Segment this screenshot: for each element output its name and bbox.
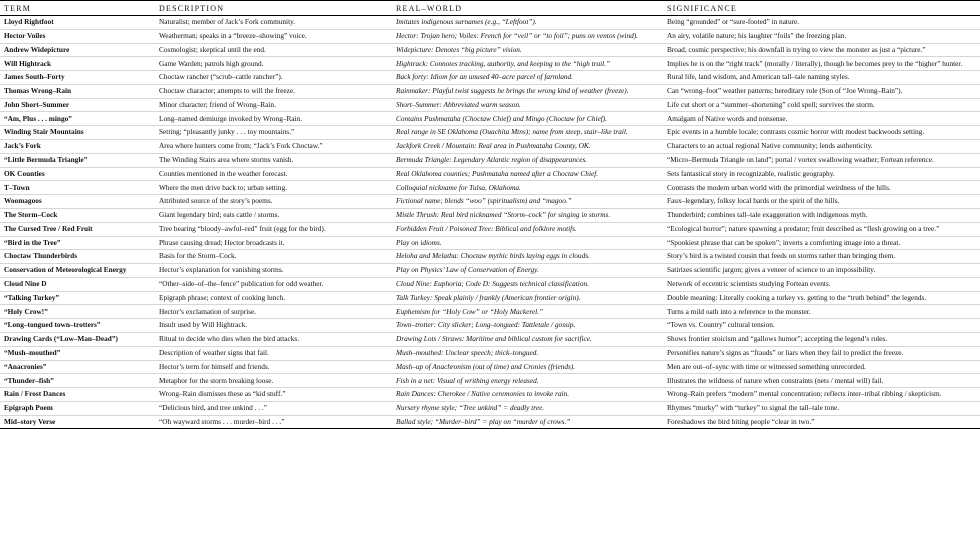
real-world-cell: Euphemism for “Holy Cow” or “Holy Mackerel.” xyxy=(392,305,663,319)
table-row xyxy=(0,208,980,222)
term-cell: “Holy Crow!” xyxy=(0,305,155,319)
significance-cell: Sets fantastical story in recognizable, realistic geography. xyxy=(663,167,980,181)
table-row xyxy=(0,250,980,264)
term-cell: James South–Forty xyxy=(0,71,155,85)
table-row xyxy=(0,43,980,57)
description-cell: “Oh wayward storms . . . murder–bird . . .” xyxy=(155,415,392,429)
description-cell: Hector’s term for himself and friends. xyxy=(155,360,392,374)
description-cell: Giant legendary bird; eats cattle / storms. xyxy=(155,208,392,222)
term-cell: “Little Bermuda Triangle” xyxy=(0,153,155,167)
table-row xyxy=(0,305,980,319)
table-row xyxy=(0,112,980,126)
description-cell: Metaphor for the storm breaking loose. xyxy=(155,374,392,388)
significance-cell: Broad, cosmic perspective; his downfall is trying to view the monster as just a “picture.” xyxy=(663,43,980,57)
term-cell: Lloyd Rightfoot xyxy=(0,16,155,30)
term-cell: Jack’s Fork xyxy=(0,140,155,154)
description-cell: Setting; “pleasantly junky . . . toy mountains.” xyxy=(155,126,392,140)
term-cell: “Am, Plus . . . mingo” xyxy=(0,112,155,126)
description-cell: Wrong–Rain dismisses these as “kid stuff.” xyxy=(155,388,392,402)
table-row xyxy=(0,236,980,250)
significance-cell: Amalgam of Native words and nonsense. xyxy=(663,112,980,126)
real-world-cell: Bermuda Triangle: Legendary Atlantic region of disappearances. xyxy=(392,153,663,167)
term-cell: “Anacronies” xyxy=(0,360,155,374)
term-cell: “Thunder–fish” xyxy=(0,374,155,388)
term-cell: OK Counties xyxy=(0,167,155,181)
term-cell: The Cursed Tree / Red Fruit xyxy=(0,222,155,236)
table-row xyxy=(0,98,980,112)
term-cell: Woomagoos xyxy=(0,195,155,209)
term-cell: Conservation of Meteorological Energy xyxy=(0,264,155,278)
term-cell: Drawing Cards (“Low–Man–Dead”) xyxy=(0,332,155,346)
real-world-cell: Fictional name; blends “woo” (spiritualism) and “magoo.” xyxy=(392,195,663,209)
description-cell: “Other–side–of–the–fence” publication for odd weather. xyxy=(155,277,392,291)
table-row xyxy=(0,332,980,346)
term-cell: Choctaw Thunderbirds xyxy=(0,250,155,264)
real-world-cell: Cloud Nine: Euphoria; Code D: Suggests technical classification. xyxy=(392,277,663,291)
significance-cell: Turns a mild oath into a reference to the monster. xyxy=(663,305,980,319)
term-cell: Will Hightrack xyxy=(0,57,155,71)
description-cell: Where the men drive back to; urban setting. xyxy=(155,181,392,195)
description-cell: Basis for the Storm–Cock. xyxy=(155,250,392,264)
table-row xyxy=(0,415,980,429)
table-row xyxy=(0,84,980,98)
description-cell: Area where hunters come from; “Jack’s Fork Choctaw.” xyxy=(155,140,392,154)
table-row xyxy=(0,29,980,43)
significance-cell: Implies he is on the “right track” (morally / literally), though he becomes prey to the “higher” hunter. xyxy=(663,57,980,71)
description-cell: Weatherman; speaks in a “breeze–showing” voice. xyxy=(155,29,392,43)
term-cell: “Talking Turkey” xyxy=(0,291,155,305)
table-row xyxy=(0,153,980,167)
significance-cell: An airy, volatile nature; his laughter “foils” the freezing plan. xyxy=(663,29,980,43)
term-cell: “Mush–mouthed” xyxy=(0,346,155,360)
table-row xyxy=(0,167,980,181)
real-world-cell: Imitates indigenous surnames (e.g., “Leftfoot”). xyxy=(392,16,663,30)
description-cell: Game Warden; patrols high ground. xyxy=(155,57,392,71)
term-cell: T–Town xyxy=(0,181,155,195)
real-world-cell: Play on Physics’ Law of Conservation of Energy. xyxy=(392,264,663,278)
real-world-cell: Back forty: Idiom for an unused 40–acre parcel of farmland. xyxy=(392,71,663,85)
description-cell: Minor character; friend of Wrong–Rain. xyxy=(155,98,392,112)
description-cell: Tree bearing “bloody–awful–red” fruit (egg for the bird). xyxy=(155,222,392,236)
real-world-cell: Ballad style; “Murder–bird” = play on “murder of crows.” xyxy=(392,415,663,429)
table-row xyxy=(0,291,980,305)
term-cell: “Bird in the Tree” xyxy=(0,236,155,250)
description-cell: The Winding Stairs area where storms vanish. xyxy=(155,153,392,167)
significance-cell: Thunderbird; combines tall–tale exaggeration with indigenous myth. xyxy=(663,208,980,222)
real-world-cell: Forbidden Fruit / Poisoned Tree: Biblical and folklore motifs. xyxy=(392,222,663,236)
description-cell: Choctaw rancher (“scrub–cattle rancher”). xyxy=(155,71,392,85)
table-row xyxy=(0,222,980,236)
real-world-cell: Town–trotter: City slicker; Long–tongued: Tattletale / gossip. xyxy=(392,319,663,333)
significance-cell: Can “wrong–foot” weather patterns; hereditary role (Son of “Joe Wrong–Rain”). xyxy=(663,84,980,98)
description-cell: Attributed source of the story’s poems. xyxy=(155,195,392,209)
real-world-cell: Rain Dances: Cherokee / Native ceremonies to invoke rain. xyxy=(392,388,663,402)
significance-cell: Men are out–of–sync with time or witnessed something unrecorded. xyxy=(663,360,980,374)
table-row xyxy=(0,388,980,402)
real-world-cell: Drawing Lots / Straws: Maritime and biblical custom for sacrifice. xyxy=(392,332,663,346)
table-row xyxy=(0,264,980,278)
table-row xyxy=(0,140,980,154)
table-row xyxy=(0,401,980,415)
real-world-cell: Rainmaker: Playful twist suggests he brings the wrong kind of weather (freeze). xyxy=(392,84,663,98)
real-world-cell: Nursery rhyme style; “Tree unkind” = deadly tree. xyxy=(392,401,663,415)
real-world-cell: Colloquial nickname for Tulsa, Oklahoma. xyxy=(392,181,663,195)
real-world-cell: Mash–up of Anachronism (out of time) and Cronies (friends). xyxy=(392,360,663,374)
term-cell: Rain / Frost Dances xyxy=(0,388,155,402)
header-significance: SIGNIFICANCE xyxy=(663,1,980,16)
table-row xyxy=(0,71,980,85)
significance-cell: Satirizes scientific jargon; gives a veneer of science to an impossibility. xyxy=(663,264,980,278)
significance-cell: Characters to an actual regional Native community; lends authenticity. xyxy=(663,140,980,154)
term-cell: Epigraph Poem xyxy=(0,401,155,415)
significance-cell: Faux–legendary, folksy local bards or the spirit of the hills. xyxy=(663,195,980,209)
significance-cell: Contrasts the modern urban world with the primordial weirdness of the hills. xyxy=(663,181,980,195)
significance-cell: Rural life, land wisdom, and American tall–tale naming styles. xyxy=(663,71,980,85)
significance-cell: Epic events in a humble locale; contrasts cosmic horror with modest backwoods setting. xyxy=(663,126,980,140)
real-world-cell: Contains Pushmataha (Choctaw Chief) and Mingo (Choctaw for Chief). xyxy=(392,112,663,126)
significance-cell: Wrong–Rain prefers “modern” mental concentration; reflects inter–tribal ribbing / skepticism. xyxy=(663,388,980,402)
description-cell: Ritual to decide who dies when the bird attacks. xyxy=(155,332,392,346)
table-row xyxy=(0,319,980,333)
significance-cell: Being “grounded” or “sure-footed” in nature. xyxy=(663,16,980,30)
significance-cell: Rhymes “murky” with “turkey” to signal the tall–tale tone. xyxy=(663,401,980,415)
significance-cell: Network of eccentric scientists studying Fortean events. xyxy=(663,277,980,291)
significance-cell: “Spookiest phrase that can be spoken”; inverts a comforting image into a threat. xyxy=(663,236,980,250)
significance-cell: “Town vs. Country” cultural tension. xyxy=(663,319,980,333)
table-body xyxy=(0,16,980,429)
term-cell: Winding Stair Mountains xyxy=(0,126,155,140)
significance-cell: “Micro–Bermuda Triangle on land”; portal / vortex swallowing weather; Fortean reference. xyxy=(663,153,980,167)
significance-cell: Illustrates the wildness of nature when constraints (nets / mental will) fail. xyxy=(663,374,980,388)
table-row xyxy=(0,57,980,71)
real-world-cell: Real Oklahoma counties; Pushmataha named after a Choctaw Chief. xyxy=(392,167,663,181)
real-world-cell: Widepicture: Denotes “big picture” vision. xyxy=(392,43,663,57)
term-cell: Thomas Wrong–Rain xyxy=(0,84,155,98)
term-cell: The Storm–Cock xyxy=(0,208,155,222)
significance-cell: Shows frontier stoicism and “gallows humor”; accepting the legend’s rules. xyxy=(663,332,980,346)
term-cell: “Long–tongued town–trotters” xyxy=(0,319,155,333)
description-cell: Counties mentioned in the weather forecast. xyxy=(155,167,392,181)
description-cell: Cosmologist; skeptical until the end. xyxy=(155,43,392,57)
real-world-cell: Play on idioms. xyxy=(392,236,663,250)
description-cell: Epigraph phrase; context of cooking lunch. xyxy=(155,291,392,305)
description-cell: Hector’s exclamation of surprise. xyxy=(155,305,392,319)
description-cell: “Delicious bird, and tree unkind . . .” xyxy=(155,401,392,415)
significance-cell: Foreshadows the bird biting people “clear in two.” xyxy=(663,415,980,429)
header-real-world: REAL–WORLD xyxy=(392,1,663,16)
significance-cell: Story’s bird is a twisted cousin that feeds on storms rather than bringing them. xyxy=(663,250,980,264)
real-world-cell: Jackfork Creek / Mountain: Real area in Pushmataha County, OK. xyxy=(392,140,663,154)
description-cell: Description of weather signs that fail. xyxy=(155,346,392,360)
description-cell: Choctaw character; attempts to will the freeze. xyxy=(155,84,392,98)
term-cell: Hector Voiles xyxy=(0,29,155,43)
significance-cell: “Ecological horror”; nature spawning a predator; fruit described as “flesh growing on a tree.” xyxy=(663,222,980,236)
description-cell: Phrase causing dread; Hector broadcasts it. xyxy=(155,236,392,250)
description-cell: Naturalist; member of Jack’s Fork community. xyxy=(155,16,392,30)
real-world-cell: Mistle Thrush: Real bird nicknamed “Storm–cock” for singing in storms. xyxy=(392,208,663,222)
table-header xyxy=(0,1,980,16)
real-world-cell: Heloha and Melatha: Choctaw mythic birds laying eggs in clouds. xyxy=(392,250,663,264)
real-world-cell: Hightrack: Connotes tracking, authority, and keeping to the “high trail.” xyxy=(392,57,663,71)
header-description: DESCRIPTION xyxy=(155,1,392,16)
table-row xyxy=(0,16,980,30)
significance-cell: Life cut short or a “summer–shortening” cold spell; survives the storm. xyxy=(663,98,980,112)
table-row xyxy=(0,195,980,209)
description-cell: Insult used by Will Hightrack. xyxy=(155,319,392,333)
description-cell: Hector’s explanation for vanishing storms. xyxy=(155,264,392,278)
real-world-cell: Real range in SE Oklahoma (Ouachita Mtns); name from steep, stair–like trail. xyxy=(392,126,663,140)
significance-cell: Personifies nature’s signs as “frauds” or liars when they fail to predict the freeze. xyxy=(663,346,980,360)
real-world-cell: Mush–mouthed: Unclear speech; thick–tongued. xyxy=(392,346,663,360)
table-row xyxy=(0,126,980,140)
term-cell: Cloud Nine D xyxy=(0,277,155,291)
term-cell: John Short–Summer xyxy=(0,98,155,112)
table-row xyxy=(0,360,980,374)
term-cell: Mid–story Verse xyxy=(0,415,155,429)
real-world-cell: Fish in a net: Visual of writhing energy released. xyxy=(392,374,663,388)
real-world-cell: Short–Summer: Abbreviated warm season. xyxy=(392,98,663,112)
table-row xyxy=(0,346,980,360)
term-cell: Andrew Widepicture xyxy=(0,43,155,57)
real-world-cell: Hector: Trojan hero; Voiles: French for “veil” or “to foil”; puns on ventos (wind). xyxy=(392,29,663,43)
header-term: TERM xyxy=(0,1,155,16)
table-row xyxy=(0,374,980,388)
table-row xyxy=(0,277,980,291)
table-row xyxy=(0,181,980,195)
significance-cell: Double meaning: Literally cooking a turkey vs. getting to the “truth behind” the legends. xyxy=(663,291,980,305)
description-cell: Long–named demiurge invoked by Wrong–Rain. xyxy=(155,112,392,126)
real-world-cell: Talk Turkey: Speak plainly / frankly (American frontier origin). xyxy=(392,291,663,305)
